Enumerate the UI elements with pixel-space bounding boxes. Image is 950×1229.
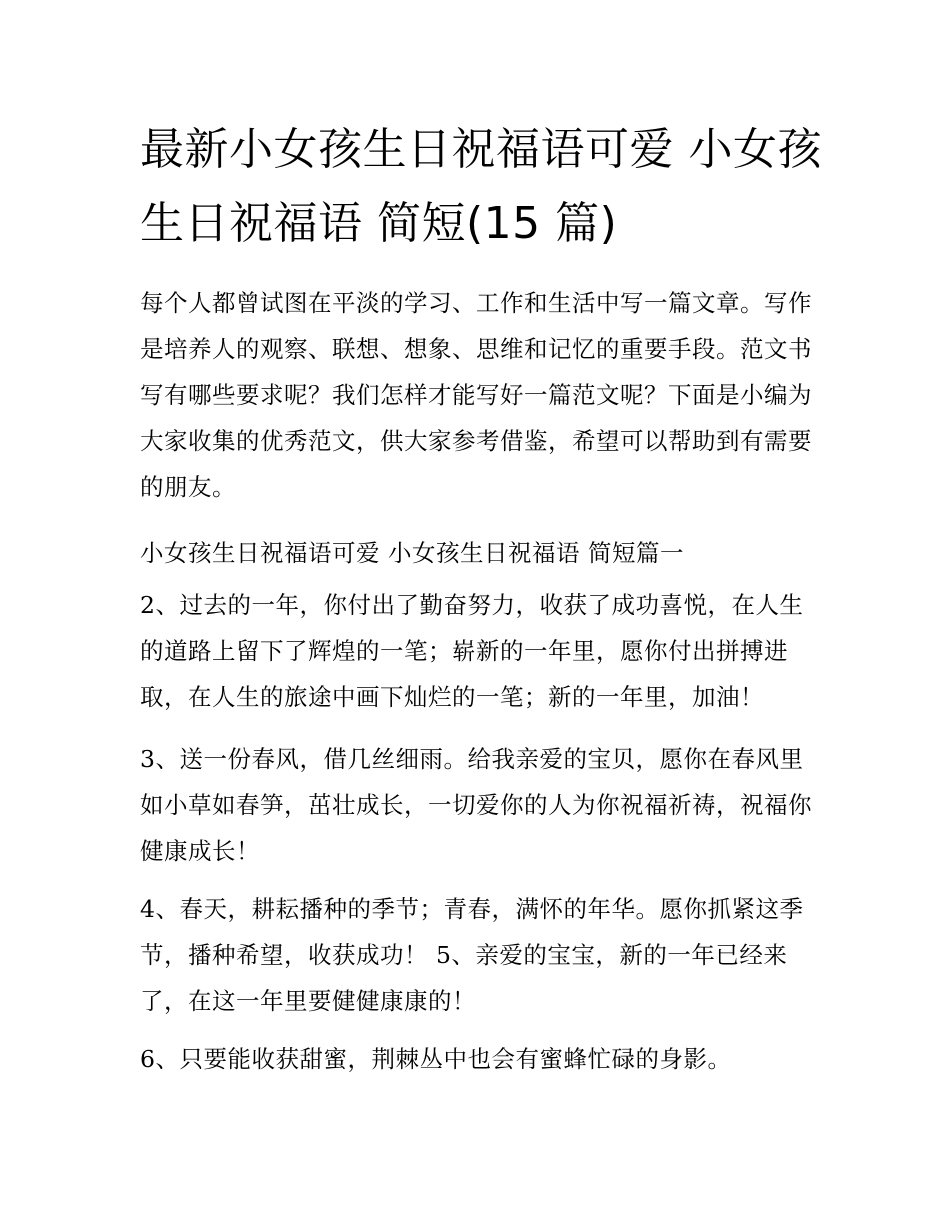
wish-paragraph-4-5: 4、春天，耕耘播种的季节；青春，满怀的年华。愿你抓紧这季节，播种希望，收获成功！ 5、亲爱的宝宝，新的一年已经来了，在这一年里要健健康康的！: [140, 895, 804, 1015]
intro-paragraph: 每个人都曾试图在平淡的学习、工作和生活中写一篇文章。写作是培养人的观察、联想、想象、思维和记忆的重要手段。范文书写有哪些要求呢？我们怎样才能写好一篇范文呢？下面是小编为大家收集的优秀范文，供大家参考借鉴，希望可以帮助到有需要的朋友。: [140, 289, 812, 501]
wish-paragraph-3: 3、送一份春风，借几丝细雨。给我亲爱的宝贝，愿你在春风里如小草如春笋，茁壮成长，一切爱你的人为你祝福祈祷，祝福你健康成长！: [140, 745, 812, 865]
section-heading: 小女孩生日祝福语可爱 小女孩生日祝福语 简短篇一: [140, 539, 684, 567]
document-title: 最新小女孩生日祝福语可爱 小女孩生日祝福语 简短(15 篇): [140, 124, 822, 249]
wish-paragraph-2: 2、过去的一年，你付出了勤奋努力，收获了成功喜悦，在人生的道路上留下了辉煌的一笔；崭新的一年里，愿你付出拼搏进取，在人生的旅途中画下灿烂的一笔；新的一年里，加油！: [140, 591, 804, 711]
wish-paragraph-6: 6、只要能收获甜蜜，荆棘丛中也会有蜜蜂忙碌的身影。: [140, 1045, 732, 1073]
